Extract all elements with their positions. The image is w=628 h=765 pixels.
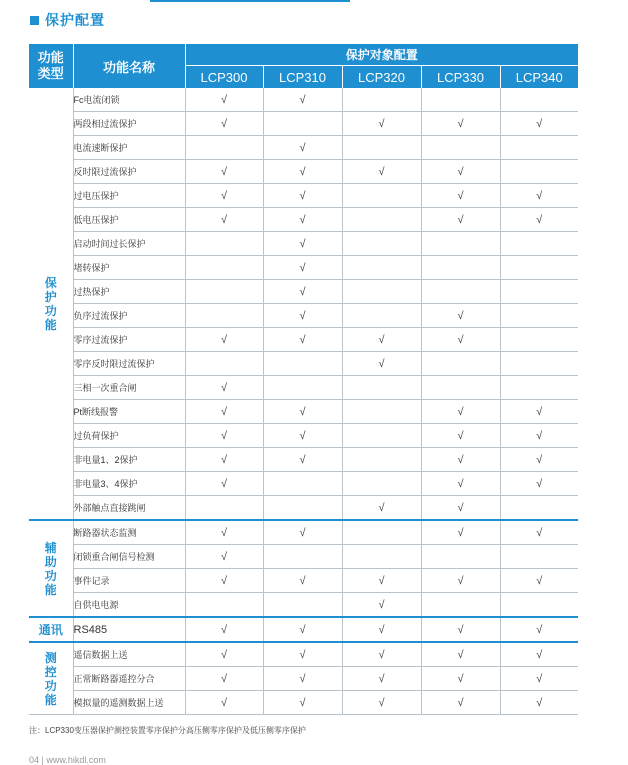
check-mark-icon: √ bbox=[421, 472, 500, 496]
top-accent-rule bbox=[150, 0, 350, 2]
header-function-type: 功能类型 bbox=[29, 44, 73, 88]
check-mark-icon: √ bbox=[263, 448, 342, 472]
check-mark-icon: √ bbox=[500, 569, 578, 593]
check-mark-icon: √ bbox=[263, 691, 342, 715]
check-mark-icon: √ bbox=[421, 642, 500, 667]
check-mark-icon: √ bbox=[185, 642, 263, 667]
check-mark-icon: √ bbox=[263, 88, 342, 112]
check-mark-icon: √ bbox=[342, 667, 421, 691]
check-mark-icon: √ bbox=[185, 424, 263, 448]
check-mark-icon: √ bbox=[342, 691, 421, 715]
empty-cell bbox=[342, 545, 421, 569]
check-mark-icon: √ bbox=[263, 136, 342, 160]
check-mark-icon: √ bbox=[185, 472, 263, 496]
function-name: Fc电流闭锁 bbox=[73, 88, 185, 112]
check-mark-icon: √ bbox=[185, 160, 263, 184]
empty-cell bbox=[342, 232, 421, 256]
empty-cell bbox=[500, 88, 578, 112]
check-mark-icon: √ bbox=[500, 448, 578, 472]
check-mark-icon: √ bbox=[185, 448, 263, 472]
function-name: 事件记录 bbox=[73, 569, 185, 593]
check-mark-icon: √ bbox=[500, 691, 578, 715]
table-row bbox=[29, 88, 578, 112]
check-mark-icon: √ bbox=[500, 520, 578, 545]
table-row bbox=[29, 667, 578, 691]
check-mark-icon: √ bbox=[421, 520, 500, 545]
check-mark-icon: √ bbox=[185, 617, 263, 642]
check-mark-icon: √ bbox=[263, 232, 342, 256]
empty-cell bbox=[421, 256, 500, 280]
check-mark-icon: √ bbox=[185, 691, 263, 715]
check-mark-icon: √ bbox=[263, 304, 342, 328]
function-name: 闭锁重合闸信号检测 bbox=[73, 545, 185, 569]
check-mark-icon: √ bbox=[342, 160, 421, 184]
check-mark-icon: √ bbox=[185, 545, 263, 569]
check-mark-icon: √ bbox=[421, 448, 500, 472]
function-name: 反时限过流保护 bbox=[73, 160, 185, 184]
empty-cell bbox=[342, 88, 421, 112]
check-mark-icon: √ bbox=[342, 617, 421, 642]
table-row bbox=[29, 400, 578, 424]
empty-cell bbox=[185, 232, 263, 256]
check-mark-icon: √ bbox=[185, 400, 263, 424]
empty-cell bbox=[342, 472, 421, 496]
function-name: 堵转保护 bbox=[73, 256, 185, 280]
check-mark-icon: √ bbox=[421, 160, 500, 184]
category-cell bbox=[29, 88, 73, 520]
empty-cell bbox=[500, 304, 578, 328]
empty-cell bbox=[421, 136, 500, 160]
empty-cell bbox=[342, 400, 421, 424]
check-mark-icon: √ bbox=[263, 667, 342, 691]
function-name: 电流速断保护 bbox=[73, 136, 185, 160]
check-mark-icon: √ bbox=[263, 160, 342, 184]
empty-cell bbox=[500, 352, 578, 376]
table-row bbox=[29, 352, 578, 376]
check-mark-icon: √ bbox=[263, 328, 342, 352]
function-name: 过热保护 bbox=[73, 280, 185, 304]
table-row bbox=[29, 424, 578, 448]
table-row bbox=[29, 208, 578, 232]
check-mark-icon: √ bbox=[263, 424, 342, 448]
header-model-lcp310: LCP310 bbox=[263, 66, 342, 89]
check-mark-icon: √ bbox=[342, 328, 421, 352]
empty-cell bbox=[421, 232, 500, 256]
category-label: 辅助功能 bbox=[44, 540, 57, 597]
table-row bbox=[29, 256, 578, 280]
section-heading bbox=[30, 10, 105, 30]
check-mark-icon: √ bbox=[185, 520, 263, 545]
table-row bbox=[29, 280, 578, 304]
check-mark-icon: √ bbox=[421, 691, 500, 715]
empty-cell bbox=[342, 424, 421, 448]
empty-cell bbox=[500, 136, 578, 160]
footnote: 注：LCP330变压器保护测控装置零序保护分高压侧零序保护及低压侧零序保护 bbox=[29, 726, 306, 735]
function-name: 零序过流保护 bbox=[73, 328, 185, 352]
function-name: 非电量1、2保护 bbox=[73, 448, 185, 472]
empty-cell bbox=[342, 376, 421, 400]
empty-cell bbox=[185, 593, 263, 618]
section-title: 保护配置 bbox=[45, 12, 105, 28]
empty-cell bbox=[500, 496, 578, 521]
function-name: 过电压保护 bbox=[73, 184, 185, 208]
table-row bbox=[29, 112, 578, 136]
function-name: 启动时间过长保护 bbox=[73, 232, 185, 256]
function-name: 模拟量的遥测数据上送 bbox=[73, 691, 185, 715]
table-row bbox=[29, 328, 578, 352]
category-label: 测控功能 bbox=[44, 650, 57, 707]
table-row bbox=[29, 232, 578, 256]
function-name: 过负荷保护 bbox=[73, 424, 185, 448]
square-bullet-icon bbox=[30, 16, 39, 25]
check-mark-icon: √ bbox=[185, 376, 263, 400]
check-mark-icon: √ bbox=[342, 112, 421, 136]
check-mark-icon: √ bbox=[421, 184, 500, 208]
check-mark-icon: √ bbox=[500, 208, 578, 232]
check-mark-icon: √ bbox=[421, 667, 500, 691]
function-name: 两段相过流保护 bbox=[73, 112, 185, 136]
table-row bbox=[29, 160, 578, 184]
category-cell bbox=[29, 520, 73, 617]
empty-cell bbox=[263, 593, 342, 618]
check-mark-icon: √ bbox=[342, 496, 421, 521]
check-mark-icon: √ bbox=[421, 328, 500, 352]
check-mark-icon: √ bbox=[421, 400, 500, 424]
check-mark-icon: √ bbox=[500, 617, 578, 642]
empty-cell bbox=[263, 376, 342, 400]
function-name: Pt断线报警 bbox=[73, 400, 185, 424]
function-name: 外部触点直接跳闸 bbox=[73, 496, 185, 521]
check-mark-icon: √ bbox=[421, 617, 500, 642]
table-row bbox=[29, 496, 578, 521]
category-label: 通讯 bbox=[38, 622, 63, 637]
category-cell bbox=[29, 617, 73, 642]
check-mark-icon: √ bbox=[500, 667, 578, 691]
header-model-lcp320: LCP320 bbox=[342, 66, 421, 89]
empty-cell bbox=[342, 304, 421, 328]
check-mark-icon: √ bbox=[185, 88, 263, 112]
check-mark-icon: √ bbox=[263, 617, 342, 642]
check-mark-icon: √ bbox=[500, 424, 578, 448]
table-row bbox=[29, 520, 578, 545]
check-mark-icon: √ bbox=[263, 280, 342, 304]
function-name: 遥信数据上送 bbox=[73, 642, 185, 667]
empty-cell bbox=[421, 376, 500, 400]
check-mark-icon: √ bbox=[342, 352, 421, 376]
empty-cell bbox=[263, 472, 342, 496]
check-mark-icon: √ bbox=[185, 184, 263, 208]
header-model-lcp340: LCP340 bbox=[500, 66, 578, 89]
empty-cell bbox=[185, 136, 263, 160]
check-mark-icon: √ bbox=[342, 569, 421, 593]
check-mark-icon: √ bbox=[342, 642, 421, 667]
table-row bbox=[29, 642, 578, 667]
function-name: 三相一次重合闸 bbox=[73, 376, 185, 400]
empty-cell bbox=[342, 256, 421, 280]
empty-cell bbox=[500, 280, 578, 304]
check-mark-icon: √ bbox=[421, 304, 500, 328]
check-mark-icon: √ bbox=[263, 400, 342, 424]
empty-cell bbox=[500, 328, 578, 352]
check-mark-icon: √ bbox=[500, 112, 578, 136]
protection-config-table bbox=[29, 44, 578, 715]
table-row bbox=[29, 569, 578, 593]
empty-cell bbox=[342, 184, 421, 208]
page-footer: 04 | www.hikdl.com bbox=[29, 755, 106, 765]
check-mark-icon: √ bbox=[185, 208, 263, 232]
check-mark-icon: √ bbox=[500, 642, 578, 667]
table-row bbox=[29, 184, 578, 208]
check-mark-icon: √ bbox=[185, 112, 263, 136]
check-mark-icon: √ bbox=[500, 472, 578, 496]
empty-cell bbox=[342, 208, 421, 232]
check-mark-icon: √ bbox=[263, 642, 342, 667]
header-model-lcp300: LCP300 bbox=[185, 66, 263, 89]
check-mark-icon: √ bbox=[185, 569, 263, 593]
empty-cell bbox=[421, 352, 500, 376]
empty-cell bbox=[185, 256, 263, 280]
check-mark-icon: √ bbox=[263, 184, 342, 208]
check-mark-icon: √ bbox=[263, 256, 342, 280]
empty-cell bbox=[500, 232, 578, 256]
function-name: RS485 bbox=[73, 617, 185, 642]
check-mark-icon: √ bbox=[263, 520, 342, 545]
check-mark-icon: √ bbox=[263, 569, 342, 593]
empty-cell bbox=[421, 593, 500, 618]
empty-cell bbox=[342, 520, 421, 545]
empty-cell bbox=[500, 376, 578, 400]
check-mark-icon: √ bbox=[263, 208, 342, 232]
function-name: 自供电电源 bbox=[73, 593, 185, 618]
table-row bbox=[29, 376, 578, 400]
table-row bbox=[29, 691, 578, 715]
category-cell bbox=[29, 642, 73, 715]
function-name: 低电压保护 bbox=[73, 208, 185, 232]
empty-cell bbox=[500, 256, 578, 280]
empty-cell bbox=[342, 136, 421, 160]
table-body bbox=[29, 88, 578, 715]
function-name: 负序过流保护 bbox=[73, 304, 185, 328]
empty-cell bbox=[342, 280, 421, 304]
empty-cell bbox=[421, 88, 500, 112]
empty-cell bbox=[185, 280, 263, 304]
table-row bbox=[29, 593, 578, 618]
check-mark-icon: √ bbox=[421, 424, 500, 448]
header-row bbox=[29, 44, 578, 66]
empty-cell bbox=[500, 160, 578, 184]
empty-cell bbox=[500, 545, 578, 569]
category-label: 保护功能 bbox=[44, 275, 57, 332]
empty-cell bbox=[263, 352, 342, 376]
empty-cell bbox=[263, 496, 342, 521]
empty-cell bbox=[185, 352, 263, 376]
check-mark-icon: √ bbox=[185, 328, 263, 352]
check-mark-icon: √ bbox=[500, 184, 578, 208]
header-protection-object: 保护对象配置 bbox=[185, 44, 578, 66]
header-model-lcp330: LCP330 bbox=[421, 66, 500, 89]
check-mark-icon: √ bbox=[342, 593, 421, 618]
empty-cell bbox=[263, 112, 342, 136]
table-row bbox=[29, 136, 578, 160]
header-function-name: 功能名称 bbox=[73, 44, 185, 88]
empty-cell bbox=[500, 593, 578, 618]
check-mark-icon: √ bbox=[421, 569, 500, 593]
empty-cell bbox=[185, 304, 263, 328]
check-mark-icon: √ bbox=[185, 667, 263, 691]
table-row bbox=[29, 617, 578, 642]
function-name: 零序反时限过流保护 bbox=[73, 352, 185, 376]
check-mark-icon: √ bbox=[421, 112, 500, 136]
table-row bbox=[29, 472, 578, 496]
table-row bbox=[29, 304, 578, 328]
empty-cell bbox=[263, 545, 342, 569]
check-mark-icon: √ bbox=[500, 400, 578, 424]
function-name: 正常断路器遥控分合 bbox=[73, 667, 185, 691]
empty-cell bbox=[421, 280, 500, 304]
empty-cell bbox=[342, 448, 421, 472]
check-mark-icon: √ bbox=[421, 208, 500, 232]
function-name: 断路器状态监测 bbox=[73, 520, 185, 545]
table-row bbox=[29, 448, 578, 472]
function-name: 非电量3、4保护 bbox=[73, 472, 185, 496]
check-mark-icon: √ bbox=[421, 496, 500, 521]
table-row bbox=[29, 545, 578, 569]
empty-cell bbox=[421, 545, 500, 569]
empty-cell bbox=[185, 496, 263, 521]
